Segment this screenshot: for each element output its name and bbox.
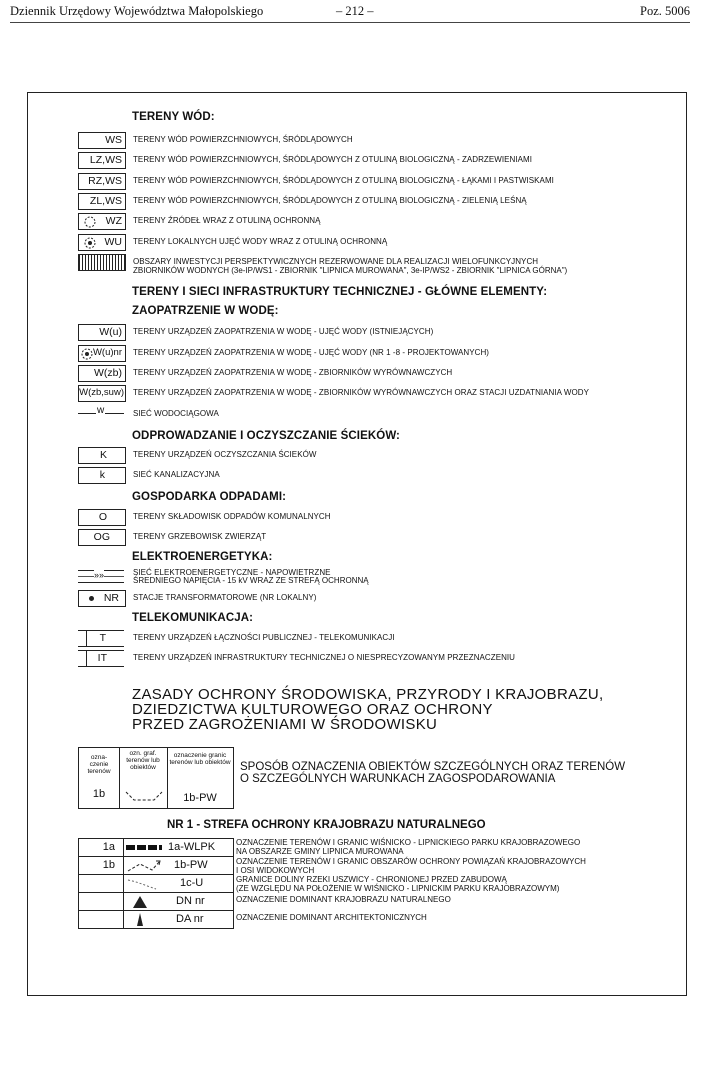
key-value-1: 1b [92,788,106,800]
zone-1-title: NR 1 - STREFA OCHRONY KRAJOBRAZU NATURALNEGO [167,819,486,831]
zone-row: DA nr [78,911,234,929]
symbol-box: IT [78,650,124,667]
zone-row-desc: OZNACZENIE TERENÓW I GRANIC OBSZARÓW OCHRONY POWIĄZAŃ KRAJOBRAZOWYCH I OSI WIDOKOWYCH [236,857,586,875]
symbol-box: RZ,WS [78,173,126,190]
tick-line [86,631,87,646]
symbol-box: WZ [78,213,126,230]
section-supply-title: ZAOPATRZENIE W WODĘ: [132,305,279,317]
station-dot-icon [89,596,94,601]
symbol-box: O [78,509,126,526]
zone-row-desc: OZNACZENIE TERENÓW I GRANIC WIŚNICKO - LIPNICKIEGO PARKU KRAJOBRAZOWEGO NA OBSZARZE GMINY LIPNICA MUROWANA [236,838,581,856]
chevron-right-icon: »» [94,570,105,580]
symbol-box: W(zb) [78,365,126,382]
valley-boundary-icon [126,876,166,892]
position-number: Poz. 5006 [640,4,690,18]
section-waste-title: GOSPODARKA ODPADAMI: [132,491,287,503]
protection-title: ZASADY OCHRONY ŚRODOWISKA, PRZYRODY I KRAJOBRAZU, DZIEDZICTWA KULTUROWEGO ORAZ OCHRONY PRZED ZAGROŻENIAMI W ŚRODOWISKU [132,686,604,733]
section-water-title: TERENY WÓD: [132,111,215,123]
page-header [10,4,690,23]
zone-row: 1b 1b-PW [78,857,234,875]
power-line-symbol [78,569,124,584]
intake-circle-icon [83,236,97,250]
symbol-box: WS [78,132,126,149]
key-box: ozna- czenie terenów ozn. graf. terenów lub obiektów oznaczenie granic terenów lub obiektów 1b 1b-PW [78,747,234,809]
zone-row-desc: OZNACZENIE DOMINANT KRAJOBRAZU NATURALNEGO [236,895,451,904]
symbol-box: LZ,WS [78,152,126,169]
zone-row-desc: GRANICE DOLINY RZEKI USZWICY - CHRONIONEJ PRZED ZABUDOWĄ (ZE WZGLĘDU NA POŁOŻENIE W WIŚNICKO - LIPNICKIM PARKU KRAJOBRAZOWYM) [236,875,560,893]
symbol-box: NR [78,590,126,607]
park-boundary-icon [126,845,162,850]
symbol-box: W(u)nr [78,345,126,362]
page-number: – 212 – [336,4,374,18]
zone-row: DN nr [78,893,234,911]
legend-frame: TERENY WÓD: WS TERENY WÓD POWIERZCHNIOWYCH, ŚRÓDLĄDOWYCH LZ,WS TERENY WÓD POWIERZCHNIOWYCH, ŚRÓDLĄDOWYCH Z OTULINĄ BIOLOGICZNĄ - ZADRZEWIENIAMI RZ,WS TERENY WÓD POWIERZCHNIOWYCH, ŚRÓDLĄDOWYCH Z OTULINĄ BIOLOGICZNĄ - ŁĄKAMI I PASTWISKAMI ZL,WS TERENY WÓD POWIERZCHNIOWYCH, ŚRÓDLĄDOWYCH Z OTULINĄ BIOLOGICZNĄ - ZIELENIĄ LEŚNĄ WZ TERENY ŹRÓDEŁ WRAZ Z OTULINĄ OCHRONNĄ WU TERENY LOKALNYCH UJĘĆ WODY WRAZ Z OTULINĄ OCHRONNĄ OBSZARY INWESTYCJI PERSPEKTYWICZNYCH REZERWOWANE DLA REALIZACJI WIELOFUNKCYJNYCH ZBIORNIKÓW WODNYCH (3e-IP/WS1 - ZBIORNIK "LIPNICA MUROWANA", 3e-IP/WS2 - ZBIORNIK "LIPNICA GÓRNA") TERENY I SIECI INFRASTRUKTURY TECHNICZNEJ - GŁÓWNE ELEMENTY: ZAOPATRZENIE W WODĘ: W(u) TERENY URZĄDZEŃ ZAOPATRZENIA W WODĘ - UJĘĆ WODY (ISTNIEJĄCYCH) W(u)nr TERENY URZĄDZEŃ ZAOPATRZENIA W WODĘ - UJĘĆ WODY (NR 1 -8 - PROJEKTOWANYCH) W(zb) TERENY URZĄDZEŃ ZAOPATRZENIA W WODĘ - ZBIORNIKÓW WYRÓWNAWCZYCH W(zb,suw) TERENY URZĄDZEŃ ZAOPATRZENIA W WODĘ - ZBIORNIKÓW WYRÓWNAWCZYCH ORAZ STACJI UZDATNIANIA WODY w SIEĆ WODOCIĄGOWA ODPROWADZANIE I OCZYSZCZANIE ŚCIEKÓW: K TERENY URZĄDZEŃ OCZYSZCZANIA ŚCIEKÓW k SIEĆ KANALIZACYJNA GOSPODARKA ODPADAMI: O TERENY SKŁADOWISK ODPADÓW KOMUNALNYCH OG TERENY GRZEBOWISK ZWIERZĄT ELEKTROENERGETYKA: »» SIEĆ ELEKTROENERGETYCZNE - NAPOWIETRZNE ŚREDNIEGO NAPIĘCIA - 15 kV WRAZ ZE STREFĄ OCHRONNĄ NR STACJE TRANSFORMATOROWE (NR LOKALNY) TELEKOMUNIKACJA: T TERENY URZĄDZEŃ ŁĄCZNOŚCI PUBLICZNEJ - TELEKOMUNIKACJI IT TERENY URZĄDZEŃ INFRASTRUKTURY TECHNICZNEJ O NIESPRECYZOWANYM PRZEZNACZENIU ZASADY OCHRONY ŚRODOWISKA, PRZYRODY I KRAJOBRAZU, DZIEDZICTWA KULTUROWEGO ORAZ OCHRONY PRZED ZAGROŻENIAMI W ŚRODOWISKU ozna- czenie terenów ozn. graf. terenów lub obiektów oznaczenie granic terenów lub obiektów 1b 1b-PW SPOSÓB OZNACZENIA OBIEKTÓW SZCZEGÓLNYCH ORAZ TERENÓW O SZCZEGÓLNYCH WARUNKACH ZAGOSPODAROWANIA NR 1 - STREFA OCHRONY KRAJOBRAZU NATURALNEGO 1a 1a-WLPK OZNACZENIE TERENÓW I GRANIC WIŚNICKO - LIPNICKIEGO PARKU KRAJOBRAZOWEGO NA OBSZARZE GMINY LIPNICA MUROWANA 1b 1b-PW OZNACZENIE TERENÓW I GRANIC OBSZARÓW OCHRONY POWIĄZAŃ KRAJOBRAZOWYCH I OSI WIDOKOWYCH 1c-U GRANICE DOLINY RZEKI USZWICY - CHRONIONEJ PRZED ZABUDOWĄ (ZE WZGLĘDU NA POŁOŻENIE W WIŚNICKO - LIPNICKIM PARKU KRAJOBRAZOWYM) DN nr OZNACZENIE DOMINANT KRAJOBRAZU NATURALNEGO DA nr OZNACZENIE DOMINANT ARCHITEKTONICZNYCH [27,92,687,996]
symbol-box: OG [78,529,126,546]
symbol-box: W(zb,suw) [78,385,126,402]
symbol-box: T [78,630,124,647]
zone-row-desc: OZNACZENIE DOMINANT ARCHITEKTONICZNYCH [236,913,427,922]
triangle-icon [132,895,148,909]
symbol-box: K [78,447,126,464]
spire-icon [132,913,148,927]
section-infra-title: TERENY I SIECI INFRASTRUKTURY TECHNICZNEJ - GŁÓWNE ELEMENTY: [132,286,548,298]
symbol-box: k [78,467,126,484]
journal-title: Dziennik Urzędowy Województwa Małopolskiego [10,4,264,18]
section-telecom-title: TELEKOMUNIKACJA: [132,612,254,624]
section-sewage-title: ODPROWADZANIE I OCZYSZCZANIE ŚCIEKÓW: [132,430,400,442]
projected-intake-icon [80,347,94,361]
section-energy-title: ELEKTROENERGETYKA: [132,551,273,563]
key-explanation: SPOSÓB OZNACZENIA OBIEKTÓW SZCZEGÓLNYCH ORAZ TERENÓW O SZCZEGÓLNYCH WARUNKACH ZAGOSPODAROWANIA [240,761,626,785]
symbol-box: W(u) [78,324,126,341]
hatch-symbol [78,254,126,271]
symbol-box: ZL,WS [78,193,126,210]
symbol-box: WU [78,234,126,251]
water-network-code: w [97,405,105,416]
view-axis-icon [126,858,162,874]
spring-circle-icon [83,215,97,229]
key-value-3: 1b-PW [183,792,217,804]
zone-row: 1c-U [78,875,234,893]
boundary-graphic-icon [124,788,164,804]
tick-line [86,651,87,666]
zone-row: 1a 1a-WLPK [78,838,234,857]
key-divider [119,748,120,808]
